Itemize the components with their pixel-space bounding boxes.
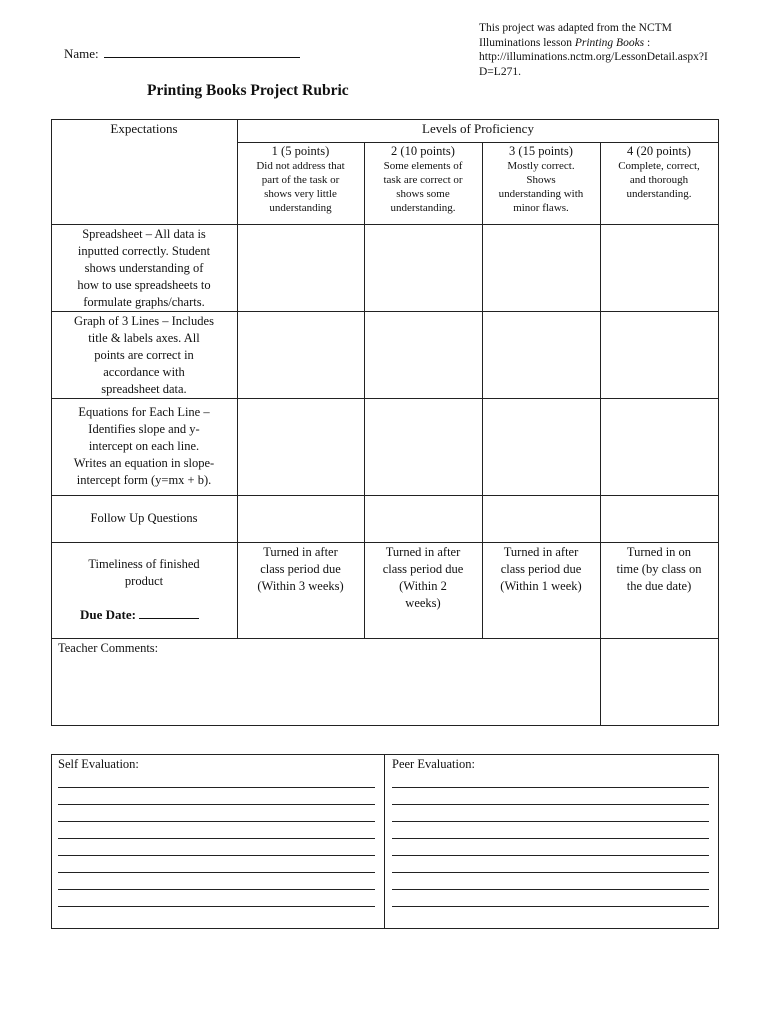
page-title: Printing Books Project Rubric <box>147 82 349 99</box>
write-line[interactable] <box>392 889 709 890</box>
name-field[interactable] <box>64 45 300 62</box>
expectation-spreadsheet: Spreadsheet – All data is inputted correctly. Student shows understanding of how to use spreadsheets to formulate graphs/charts. <box>77 227 211 309</box>
levels-header: Levels of Proficiency <box>422 121 534 136</box>
teacher-comments-label: Teacher Comments: <box>58 641 159 655</box>
timeliness-level-1: Turned in after class period due (Within 3 weeks) <box>257 545 344 593</box>
credit-line: Illuminations lesson Printing Books : <box>479 36 651 49</box>
level-1-header: 1 (5 points) Did not address that part of the task or shows very little understanding <box>237 144 364 215</box>
write-line[interactable] <box>392 838 709 839</box>
write-line[interactable] <box>58 787 375 788</box>
expectations-header: Expectations <box>110 121 178 136</box>
write-line[interactable] <box>58 838 375 839</box>
due-date-field[interactable] <box>80 607 199 623</box>
lesson-title: Printing Books <box>574 36 645 49</box>
write-line[interactable] <box>58 855 375 856</box>
write-line[interactable] <box>58 872 375 873</box>
write-line[interactable] <box>392 787 709 788</box>
write-line[interactable] <box>392 872 709 873</box>
peer-evaluation-label: Peer Evaluation: <box>392 757 475 771</box>
name-blank[interactable] <box>104 45 300 58</box>
name-label: Name: <box>64 46 99 61</box>
credit-url: http://illuminations.nctm.org/LessonDetail.aspx?I <box>479 51 708 63</box>
write-line[interactable] <box>392 804 709 805</box>
timeliness-level-2: Turned in after class period due (Within 2 weeks) <box>382 545 464 610</box>
write-line[interactable] <box>392 855 709 856</box>
write-line[interactable] <box>58 821 375 822</box>
credit-url-end: D=L271. <box>479 65 521 78</box>
expectation-graph: Graph of 3 Lines – Includes title & labels axes. All points are correct in accordance with spreadsheet data. <box>74 314 214 396</box>
due-date-blank[interactable] <box>139 607 199 619</box>
level-2-header: 2 (10 points) Some elements of task are correct or shows some understanding. <box>364 144 482 215</box>
self-evaluation-label: Self Evaluation: <box>58 757 139 771</box>
timeliness-level-4: Turned in on time (by class on the due date) <box>616 545 702 593</box>
write-line[interactable] <box>58 804 375 805</box>
expectation-timeliness: Timeliness of finished product <box>88 557 200 588</box>
source-credit <box>479 21 749 79</box>
write-line[interactable] <box>58 889 375 890</box>
expectation-follow-up: Follow Up Questions <box>90 511 198 525</box>
level-points: 2 (10 points) <box>391 144 455 158</box>
write-line[interactable] <box>392 906 709 907</box>
write-line[interactable] <box>58 906 375 907</box>
level-points: 3 (15 points) <box>509 144 573 158</box>
level-4-header: 4 (20 points) Complete, correct, and thorough understanding. <box>600 144 718 201</box>
credit-line: This project was adapted from the NCTM <box>479 22 672 34</box>
due-date-label: Due Date: <box>80 607 136 622</box>
level-points: 1 (5 points) <box>271 144 330 158</box>
write-line[interactable] <box>392 821 709 822</box>
timeliness-level-3: Turned in after class period due (Within 1 week) <box>500 545 582 593</box>
expectation-equations: Equations for Each Line – Identifies slope and y- intercept on each line. Writes an equation in slope- intercept form (y=mx + b). <box>73 405 215 487</box>
level-points: 4 (20 points) <box>627 144 691 158</box>
level-3-header: 3 (15 points) Mostly correct. Shows understanding with minor flaws. <box>482 144 600 215</box>
